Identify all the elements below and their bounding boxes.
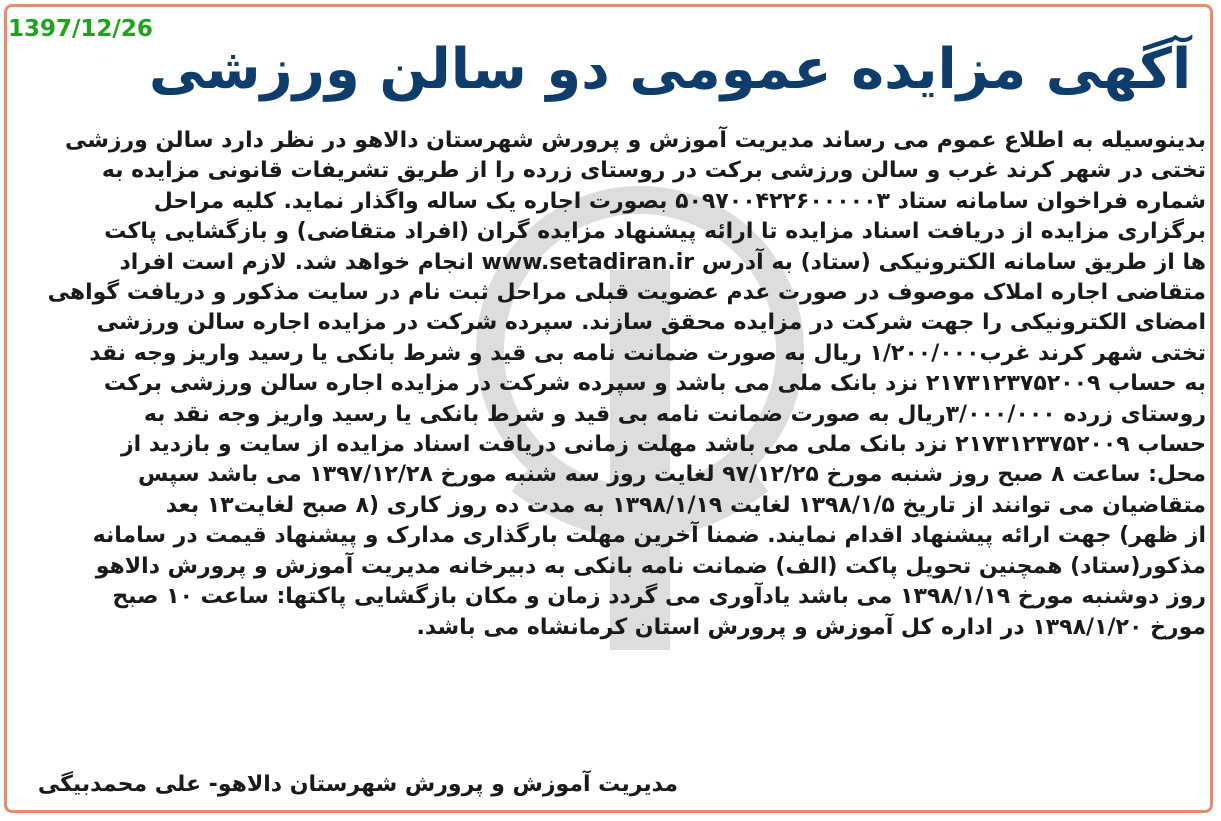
signature-text: مدیریت آموزش و پرورش شهرستان دالاهو- علی محمدبیگی: [37, 772, 678, 797]
ad-title: آگهی مزایده عمومی دو سالن ورزشی: [148, 37, 1192, 102]
body-line: مورخ ۱۳۹۸/۱/۲۰ در اداره کل آموزش و پرورش استان کرمانشاه می باشد.: [416, 614, 1206, 640]
body-line: محل: ساعت ۸ صبح روز شنبه مورخ ۹۷/۱۲/۲۵ لغایت روز سه شنبه مورخ ۱۳۹۷/۱۲/۲۸ می باشد سپس: [137, 462, 1206, 488]
body-line: مذکور(ستاد) همچنین تحویل پاکت (الف) ضمانت نامه بانکی به دبیرخانه مدیریت آموزش و پرورش دالاهو: [95, 553, 1206, 579]
body-line: ها از طریق سامانه الکترونیکی (ستاد) به آدرس www.setadiran.ir انجام خواهد شد. لازم است افراد: [119, 249, 1206, 275]
ad-body: [16, 126, 1206, 643]
body-line: به حساب ۲۱۷۳۱۲۳۷۵۲۰۰۹ نزد بانک ملی می باشد و سپرده شرکت در مزایده اجاره سالن ورزشی برکت: [103, 371, 1206, 397]
body-line: متقاضی اجاره املاک موصوف در صورت عدم عضویت قبلی مراحل ثبت نام در سایت مذکور و دریافت گواهی: [47, 280, 1206, 306]
body-line: تختی در شهر کرند غرب و سالن ورزشی برکت در روستای زرده را از طریق تشریفات قانونی مزایده به: [101, 158, 1206, 184]
date-stamp: 1397/12/26: [8, 16, 153, 42]
body-line: روستای زرده ۳/۰۰۰/۰۰۰ریال به صورت ضمانت نامه بی قید و شرط بانکی یا رسید واریز وجه نقد به: [143, 401, 1206, 427]
body-line: حساب ۲۱۷۳۱۲۳۷۵۲۰۰۹ نزد بانک ملی می باشد مهلت زمانی دریافت اسناد مزایده از سایت و بازدید از: [120, 432, 1206, 458]
body-line: برگزاری مزایده از دریافت اسناد مزایده تا ارائه پیشنهاد مزایده گران (افراد متقاضی) و بازگشایی پاکت: [104, 219, 1206, 245]
body-line: روز دوشنبه مورخ ۱۳۹۸/۱/۱۹ می باشد یادآوری می گردد زمان و مکان بازگشایی پاکتها: ساعت ۱۰ صبح: [112, 584, 1206, 610]
signature: [16, 770, 1206, 800]
body-line: از ظهر) جهت ارائه پیشنهاد اقدام نمایند. ضمنا آخرین مهلت بارگذاری مدارک و پیشنهاد قیمت در سامانه: [92, 523, 1206, 549]
body-line: تختی شهر کرند غرب۱/۲۰۰/۰۰۰ ریال به صورت ضمانت نامه بی قید و شرط بانکی یا رسید واریز وجه نقد: [89, 340, 1206, 366]
body-line: امضای الکترونیکی را جهت شرکت در مزایده محقق سازند. سپرده شرکت در مزایده اجاره سالن ورزشی: [96, 310, 1206, 336]
body-line: متقاضیان می توانند از تاریخ ۱۳۹۸/۱/۵ لغایت ۱۳۹۸/۱/۱۹ به مدت ده روز کاری (۸ صبح لغایت۱۳ بعد: [165, 492, 1206, 518]
body-line: شماره فراخوان سامانه ستاد ۵۰۹۷۰۰۴۲۲۶۰۰۰۰۰۳ بصورت اجاره یک ساله واگذار نماید. کلیه مراحل: [153, 188, 1206, 214]
body-line: بدینوسیله به اطلاع عموم می رساند مدیریت آموزش و پرورش شهرستان دالاهو در نظر دارد سالن ورزشی: [64, 128, 1206, 153]
